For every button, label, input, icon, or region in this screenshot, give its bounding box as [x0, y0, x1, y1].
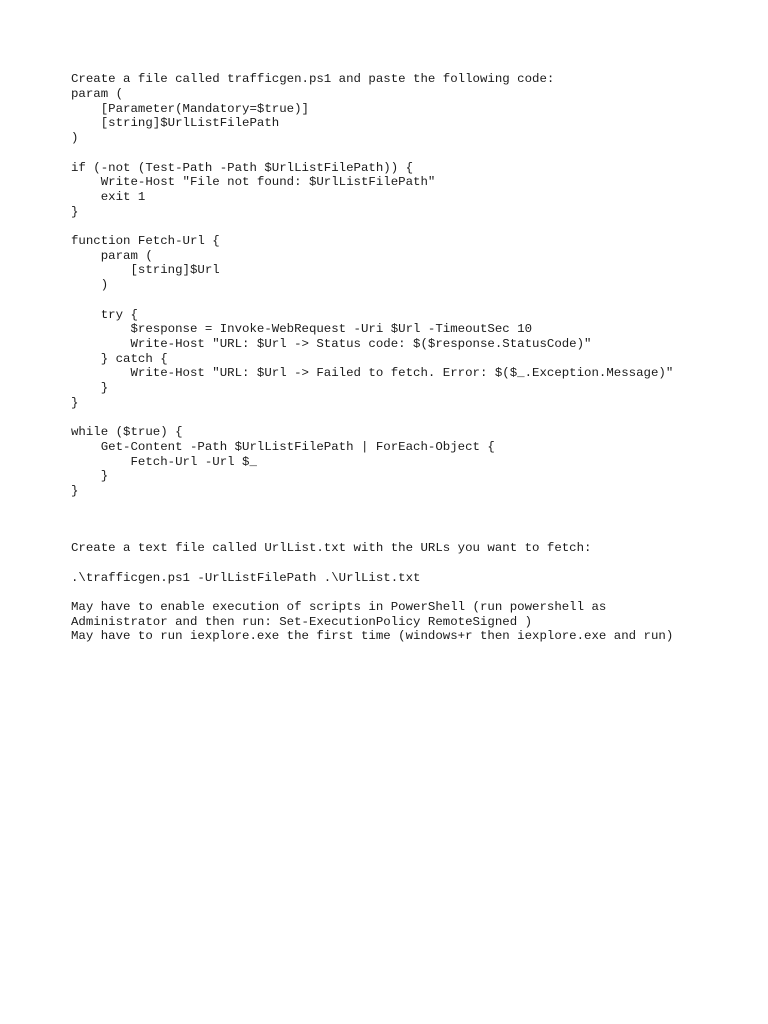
notes-text: May have to enable execution of scripts in PowerShell (run powershell as Administrator and then run: Set-ExecutionPolicy RemoteSigned ) May have to run iexplore.exe the first time (windows+r then iexplore.exe and run) [71, 600, 674, 644]
urllist-instruction-text: Create a text file called UrlList.txt with the URLs you want to fetch: [71, 541, 592, 555]
run-command-text: .\trafficgen.ps1 -UrlListFilePath .\UrlList.txt [71, 571, 421, 585]
code-block: param ( [Parameter(Mandatory=$true)] [string]$UrlListFilePath ) if (-not (Test-Path -Path $UrlListFilePath)) { Write-Host "File not found: $UrlListFilePath" exit 1 } function Fetch-Url { param ( [string]$Url ) try { $response = Invoke-WebRequest -Uri $Url -TimeoutSec 10 Write-Host "URL: $Url -> Status code: $($response.StatusCode)" } catch { Write-Host "URL: $Url -> Failed to fetch. Error: $($_.Exception.Message)" } } while ($true) { Get-Content -Path $UrlListFilePath | ForEach-Object { Fetch-Url -Url $_ } } [71, 87, 674, 498]
intro-text: Create a file called trafficgen.ps1 and paste the following code: [71, 72, 555, 86]
